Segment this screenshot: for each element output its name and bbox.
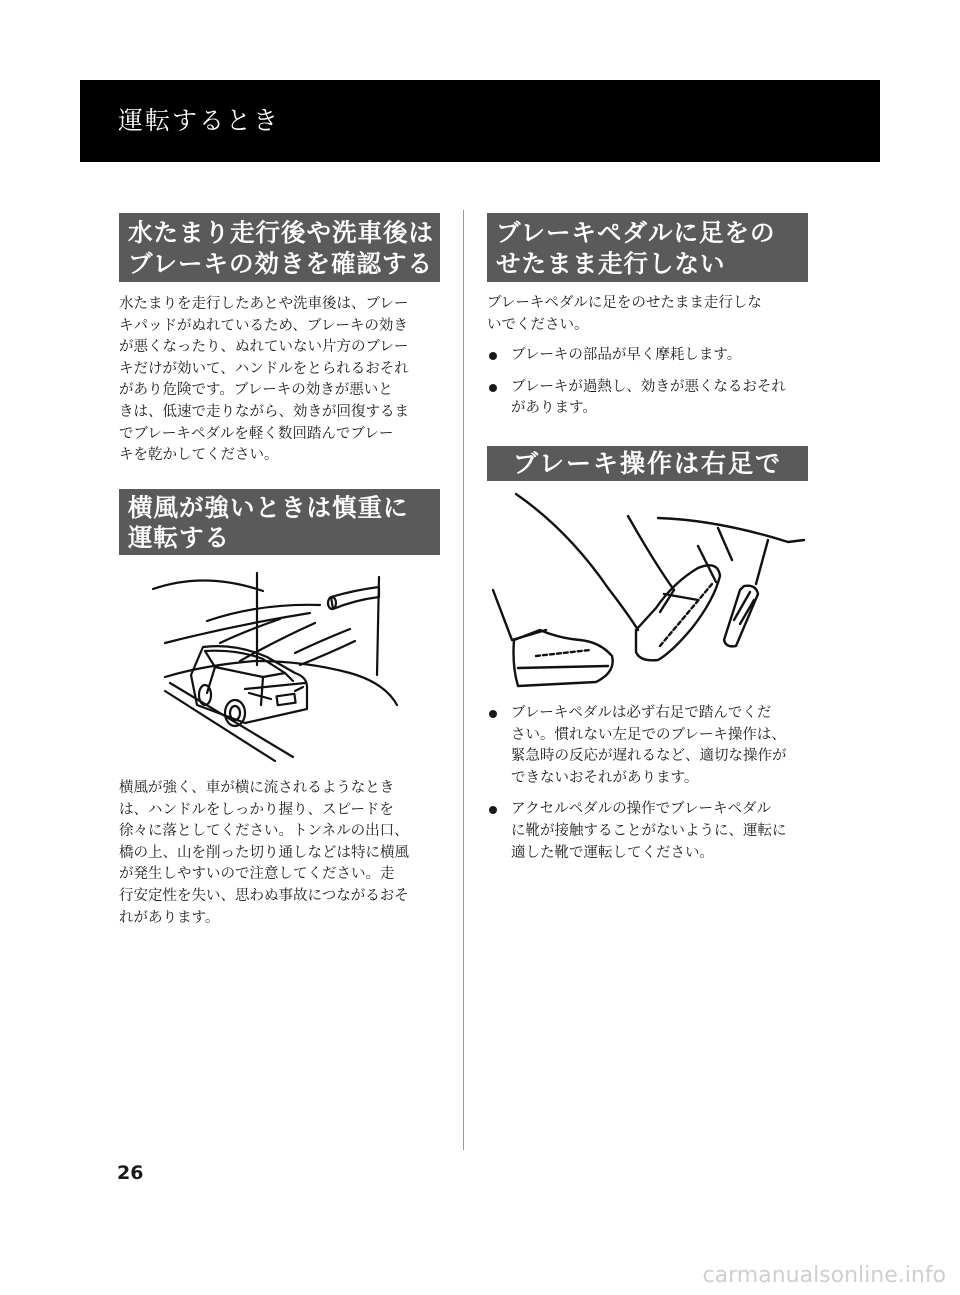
bullet-text: があります。 xyxy=(511,400,597,417)
right-foot-bullets xyxy=(487,703,822,874)
text-line: が悪くなったり、ぬれていない片方のブレー xyxy=(119,339,409,356)
crosswind-car-illustration xyxy=(145,565,410,765)
text-line: ブレーキペダルに足をのせたまま走行しな xyxy=(487,295,762,311)
column-divider xyxy=(463,210,464,1150)
text-line: 水たまりを走行したあとや洗車後は、ブレー xyxy=(119,296,409,312)
text-line: キだけが効いて、ハンドルをとられるおそれ xyxy=(119,360,409,377)
bullet-text: ブレーキが過熱し、効きが悪くなるおそれ xyxy=(511,378,786,395)
bullet-icon xyxy=(489,806,497,814)
pedal-foot-illustration xyxy=(488,490,808,695)
bullet-text: 緊急時の反応が遅れるなど、適切な操作が xyxy=(511,748,787,765)
text-line: 橋の上、山を削った切り通しなどは特に横風 xyxy=(119,844,409,861)
list-item xyxy=(487,345,817,367)
text-line: キを乾かしてください。 xyxy=(119,447,279,464)
page-header-title: 運転するとき xyxy=(118,106,281,135)
foot-rest-bullets xyxy=(487,345,817,430)
text-line: でブレーキペダルを軽く数回踏んでブレー xyxy=(119,425,394,442)
bullet-text: ブレーキペダルは必ず右足で踏んでくだ xyxy=(511,705,772,721)
section-title-line: ブレーキペダルに足をの xyxy=(496,218,776,247)
bullet-text: に靴が接触することがないように、運転に xyxy=(511,822,787,839)
section-title-crosswind xyxy=(119,489,440,555)
text-line: が発生しやすいので注意してください。走 xyxy=(119,866,395,883)
text-line: 行安定性を失い、思わぬ事故につながるおそ xyxy=(119,887,409,904)
bullet-icon xyxy=(489,710,497,718)
foot-rest-body xyxy=(487,293,817,336)
text-line: 横風が強く、車が横に流されるようなとき xyxy=(119,780,395,796)
section-title-line: ブレーキの効きを確認する xyxy=(128,249,434,278)
section-title-line: 水たまり走行後や洗車後は xyxy=(128,218,434,247)
bullet-text: 適した靴で運転してください。 xyxy=(511,844,714,861)
section-title-right-foot xyxy=(487,446,808,481)
text-line: キパッドがぬれているため、ブレーキの効き xyxy=(119,317,408,334)
text-line: があり危険です。ブレーキの効きが悪いと xyxy=(119,382,393,399)
text-line: きは、低速で走りながら、効きが回復するま xyxy=(119,403,409,420)
section-title-line: ブレーキ操作は右足で xyxy=(512,449,782,478)
bullet-text: ブレーキの部品が早く摩耗します。 xyxy=(511,347,742,363)
puddle-body xyxy=(119,294,449,467)
page-number: 26 xyxy=(117,1162,144,1184)
list-item xyxy=(487,703,822,789)
list-item xyxy=(487,377,817,420)
text-line: れがあります。 xyxy=(119,909,220,926)
list-item xyxy=(487,799,822,864)
text-line: 徐々に落としてください。トンネルの出口、 xyxy=(119,823,409,840)
text-line: は、ハンドルをしっかり握り、スピードを xyxy=(119,801,394,818)
bullet-text: さい。慣れない左足でのブレーキ操作は、 xyxy=(511,726,786,743)
bullet-text: アクセルペダルの操作でブレーキペダル xyxy=(511,801,771,818)
bullet-icon xyxy=(489,384,497,392)
section-title-line: せたまま走行しない xyxy=(496,249,726,278)
section-title-line: 横風が強いときは慎重に xyxy=(128,493,409,522)
section-title-foot-rest xyxy=(487,213,808,282)
text-line: いでください。 xyxy=(487,316,589,333)
section-title-line: 運転する xyxy=(128,523,230,552)
bullet-text: できないおそれがあります。 xyxy=(511,769,699,786)
bullet-icon xyxy=(489,352,497,360)
watermark: carmanualsonline.info xyxy=(702,1263,946,1288)
crosswind-body xyxy=(119,778,449,929)
section-title-puddle xyxy=(119,213,440,282)
